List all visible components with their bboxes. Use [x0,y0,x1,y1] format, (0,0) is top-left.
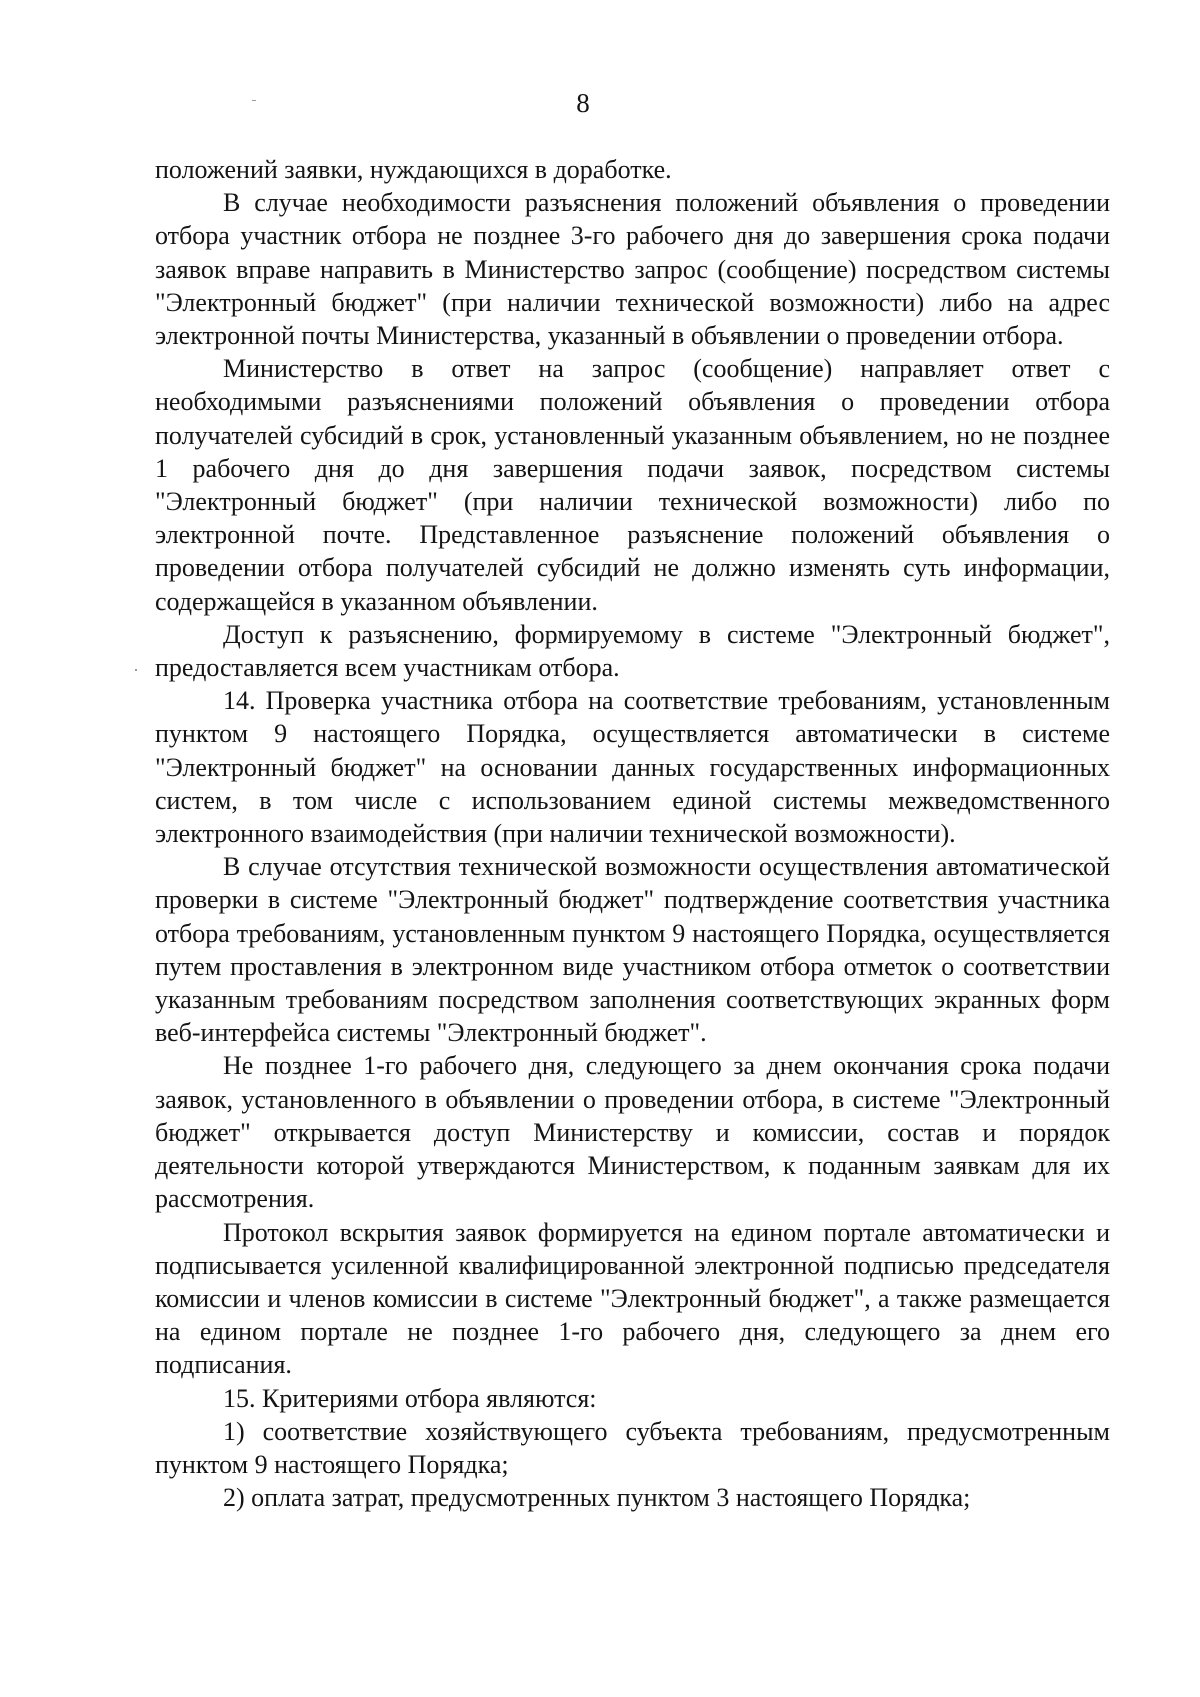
list-item: 1) соответствие хозяйствующего субъекта требованиям, предусмотренным пунктом 9 настоящего Порядка; [155,1416,1110,1479]
document-body [155,153,1110,1514]
list-item: 2) оплата затрат, предусмотренных пунктом 3 настоящего Порядка; [223,1483,971,1513]
paragraph: Доступ к разъяснению, формируемому в системе "Электронный бюджет", предоставляется всем участникам отбора. [155,619,1110,683]
list-heading: 15. Критериями отбора являются: [223,1383,597,1413]
scan-speck [135,669,137,671]
paragraph: В случае необходимости разъяснения положений объявления о проведении отбора участник отбора не позднее 3-го рабочего дня до завершения срока подачи заявок вправе направить в Министерство запрос (сообщение) посредством системы "Электронный бюджет" (при наличии технической возможности) либо на адрес электронной почты Министерства, указанный в объявлении о проведении отбора. [155,188,1110,351]
paragraph: Не позднее 1-го рабочего дня, следующего за днем окончания срока подачи заявок, установленного в объявлении о проведении отбора, в системе "Электронный бюджет" открывается доступ Министерству и комиссии, состав и порядок деятельности которой утверждаются Министерством, к поданным заявкам для их рассмотрения. [155,1051,1110,1214]
paragraph: Протокол вскрытия заявок формируется на едином портале автоматически и подписывается усиленной квалифицированной электронной подписью председателя комиссии и членов комиссии в системе "Электронный бюджет", а также размещается на едином портале не позднее 1-го рабочего дня, следующего за днем его подписания. [155,1217,1110,1380]
page-number: 8 [576,88,590,118]
paragraph: 14. Проверка участника отбора на соответствие требованиям, установленным пунктом 9 настоящего Порядка, осуществляется автоматически в системе "Электронный бюджет" на основании данных государственных информационных систем, в том числе с использованием единой системы межведомственного электронного взаимодействия (при наличии технической возможности). [155,686,1110,849]
paragraph: положений заявки, нуждающихся в доработке. [155,155,672,184]
paragraph: В случае отсутствия технической возможности осуществления автоматической проверки в системе "Электронный бюджет" подтверждение соответствия участника отбора требованиям, установленным пунктом 9 настоящего Порядка, осуществляется путем проставления в электронном виде участником отбора отметок о соответствии указанным требованиям посредством заполнения соответствующих экранных форм веб-интерфейса системы "Электронный бюджет". [155,852,1110,1048]
paragraph: Министерство в ответ на запрос (сообщение) направляет ответ с необходимыми разъяснениями положений объявления о проведении отбора получателей субсидий в срок, установленный указанным объявлением, но не позднее 1 рабочего дня до дня завершения подачи заявок, посредством системы "Электронный бюджет" (при наличии технической возможности) либо по электронной почте. Представленное разъяснение положений объявления о проведении отбора получателей субсидий не должно изменять суть информации, содержащейся в указанном объявлении. [155,354,1110,616]
